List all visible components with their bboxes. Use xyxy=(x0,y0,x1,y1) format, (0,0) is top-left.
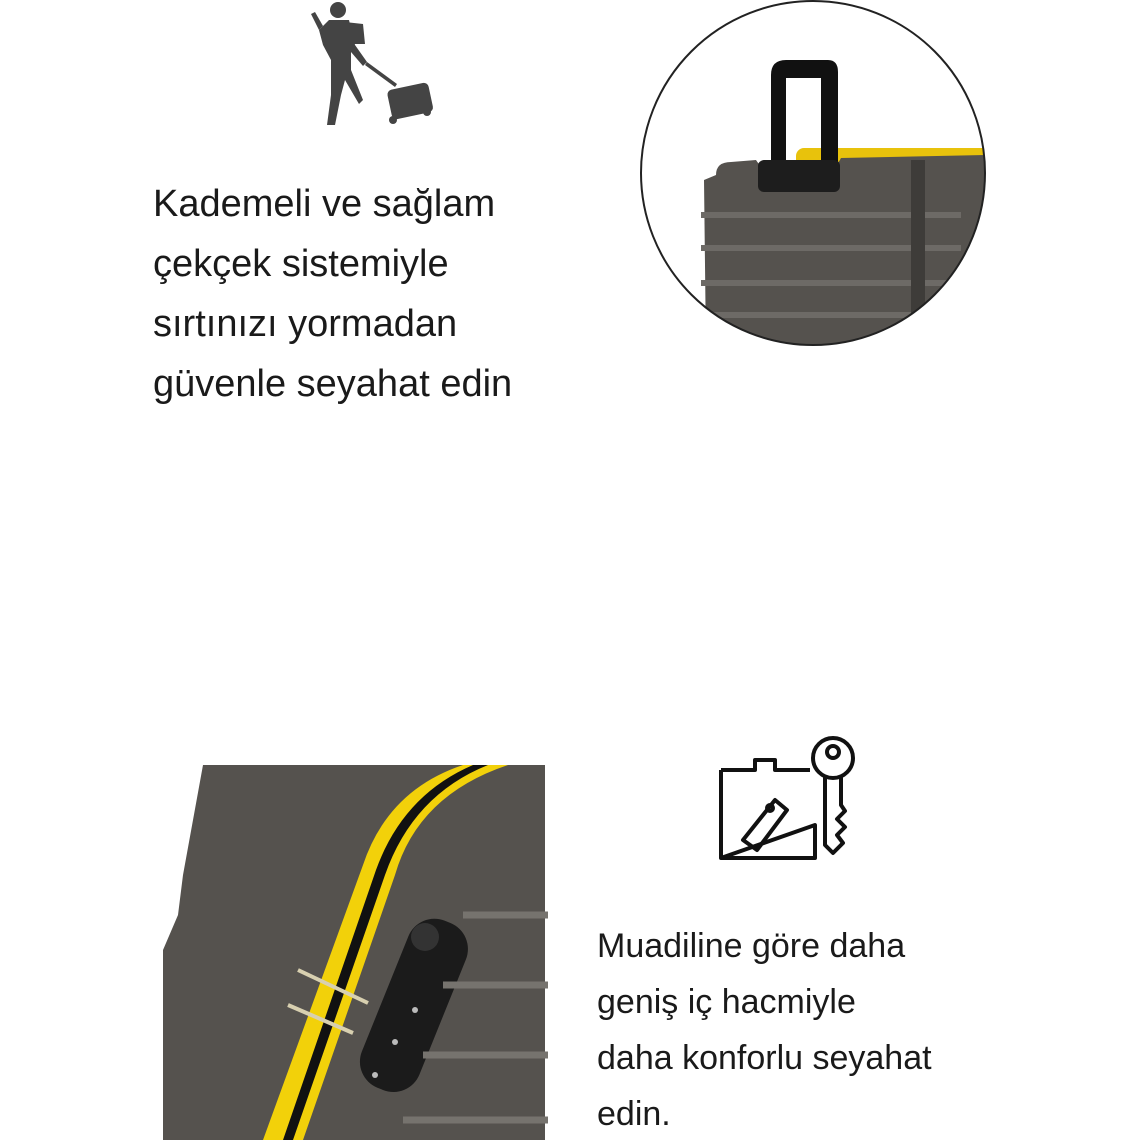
feature-2-line: daha konforlu seyahat xyxy=(597,1039,932,1077)
feature-2-line: geniş iç hacmiyle xyxy=(597,983,856,1021)
feature-1-line: çekçek sistemiyle xyxy=(153,243,449,285)
feature-1-line: Kademeli ve sağlam xyxy=(153,183,496,225)
feature-2-line: Muadiline göre daha xyxy=(597,927,906,965)
luggage-key-icon xyxy=(715,730,870,865)
feature-1-line: güvenle seyahat edin xyxy=(153,363,513,405)
feature-1-text xyxy=(153,174,512,414)
traveler-with-trolley-icon xyxy=(305,0,440,130)
feature-2-line: edin. xyxy=(597,1095,671,1133)
feature-2-text xyxy=(597,918,932,1142)
combination-lock-photo xyxy=(163,765,548,1140)
feature-1-line: sırtınızı yormadan xyxy=(153,303,458,345)
trolley-handle-photo xyxy=(636,0,992,350)
